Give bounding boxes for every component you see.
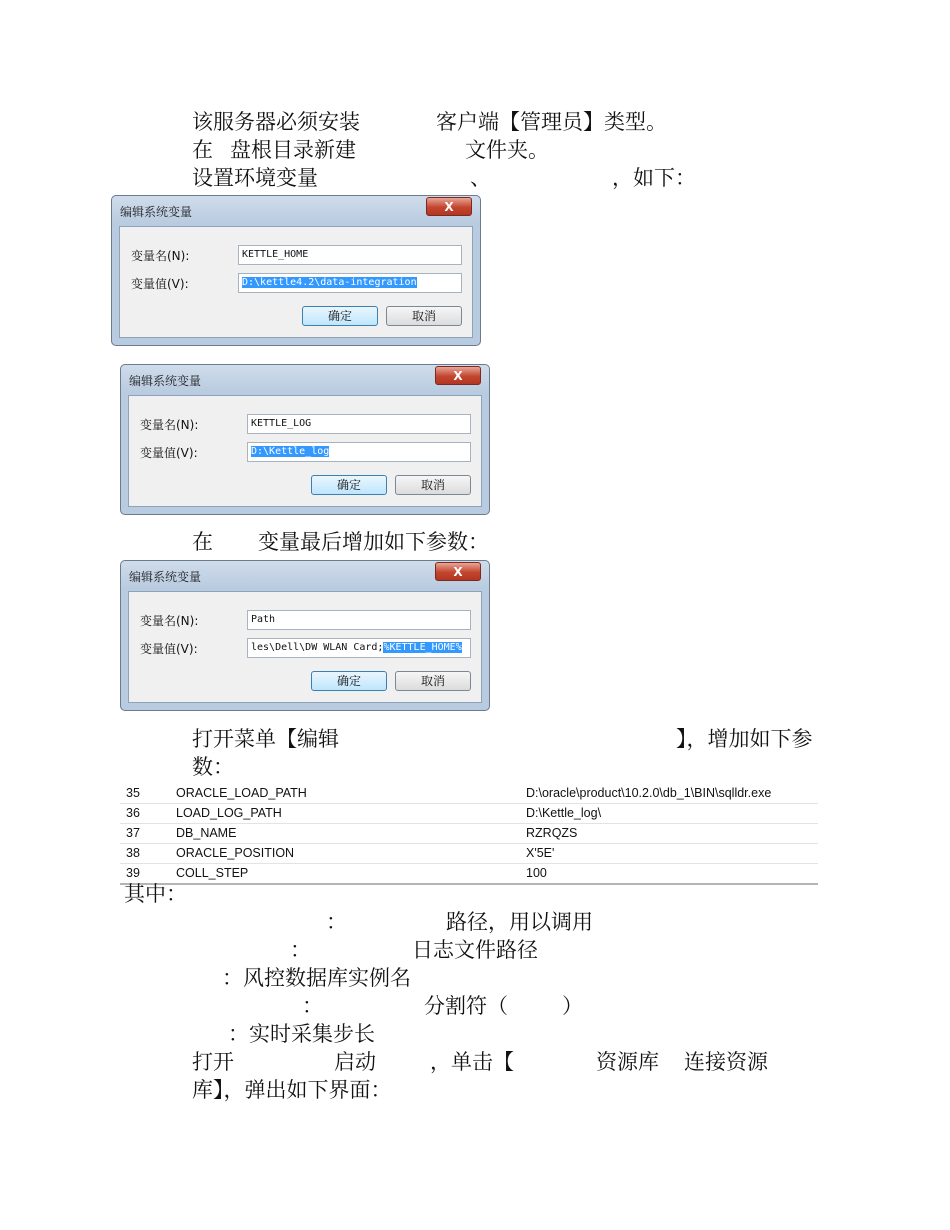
- text-line: ）: [562, 994, 583, 1018]
- edit-variable-dialog: [120, 560, 490, 711]
- cancel-button[interactable]: 取消: [395, 671, 471, 691]
- text-line: ：: [326, 910, 347, 934]
- text-line: 变量最后增加如下参数：: [258, 530, 489, 554]
- row-number: 37: [126, 826, 140, 840]
- text-line: ：实时采集步长: [228, 1022, 375, 1046]
- ok-button[interactable]: 确定: [311, 671, 387, 691]
- variable-value-input[interactable]: [238, 273, 462, 293]
- cancel-button[interactable]: 取消: [395, 475, 471, 495]
- text-line: ：: [290, 938, 311, 962]
- parameter-table: [120, 784, 818, 885]
- dialog-body: [128, 395, 482, 507]
- text-line: 库】，弹出如下界面：: [192, 1078, 392, 1102]
- text-line: 打开菜单【编辑: [192, 727, 339, 751]
- text-line: ，单击【: [430, 1050, 514, 1074]
- variable-value-label: 变量值(V):: [140, 446, 198, 460]
- edit-variable-dialog: [120, 364, 490, 515]
- param-value: X'5E': [526, 846, 555, 860]
- text-line: ：风控数据库实例名: [222, 966, 411, 990]
- variable-name-input[interactable]: KETTLE_HOME: [238, 245, 462, 265]
- dialog-body: [119, 226, 473, 338]
- text-line: 在: [192, 138, 213, 162]
- value-selected-text: D:\kettle4.2\data-integration: [242, 277, 417, 288]
- param-value: D:\Kettle_log\: [526, 806, 602, 820]
- row-number: 36: [126, 806, 140, 820]
- variable-name-label: 变量名(N):: [140, 614, 199, 628]
- variable-name-input[interactable]: KETTLE_LOG: [247, 414, 471, 434]
- table-row[interactable]: [120, 804, 818, 824]
- ok-button[interactable]: 确定: [311, 475, 387, 495]
- text-line: ：: [302, 994, 323, 1018]
- text-line: 该服务器必须安装: [192, 110, 360, 134]
- text-line: ，如下：: [612, 166, 696, 190]
- param-name: COLL_STEP: [176, 866, 249, 880]
- row-number: 38: [126, 846, 140, 860]
- close-button[interactable]: X: [426, 197, 472, 216]
- param-value: RZRQZS: [526, 826, 578, 840]
- text-line: 日志文件路径: [412, 938, 538, 962]
- variable-value-input[interactable]: [247, 638, 471, 658]
- text-line: 其中：: [124, 882, 187, 906]
- text-line: 启动: [334, 1050, 376, 1074]
- param-value: D:\oracle\product\10.2.0\db_1\BIN\sqlldr.exe: [526, 786, 772, 800]
- cancel-button[interactable]: 取消: [386, 306, 462, 326]
- text-line: 路径，用以调用: [446, 910, 593, 934]
- value-selected-text: %KETTLE_HOME%: [383, 642, 462, 653]
- param-name: ORACLE_POSITION: [176, 846, 295, 860]
- dialog-body: [128, 591, 482, 703]
- table-row[interactable]: [120, 864, 818, 885]
- text-line: 、: [470, 166, 491, 190]
- text-line: 盘根目录新建: [230, 138, 356, 162]
- edit-variable-dialog: [111, 195, 481, 346]
- variable-value-input[interactable]: [247, 442, 471, 462]
- variable-name-label: 变量名(N):: [131, 249, 190, 263]
- text-line: 文件夹。: [465, 138, 549, 162]
- value-text: les\Dell\DW WLAN Card;: [251, 642, 384, 653]
- close-button[interactable]: X: [435, 366, 481, 385]
- text-line: 】，增加如下参: [676, 727, 813, 751]
- dialog-title: 编辑系统变量: [129, 570, 202, 584]
- row-number: 39: [126, 866, 140, 880]
- param-name: ORACLE_LOAD_PATH: [176, 786, 307, 800]
- text-line: 连接资源: [684, 1050, 768, 1074]
- text-line: 资源库: [596, 1050, 659, 1074]
- variable-name-input[interactable]: Path: [247, 610, 471, 630]
- text-line: 打开: [192, 1050, 234, 1074]
- variable-name-label: 变量名(N):: [140, 418, 199, 432]
- variable-value-label: 变量值(V):: [131, 277, 189, 291]
- dialog-title: 编辑系统变量: [120, 205, 193, 219]
- text-line: 分割符（: [424, 994, 508, 1018]
- param-value: 100: [526, 866, 547, 880]
- variable-value-label: 变量值(V):: [140, 642, 198, 656]
- param-name: LOAD_LOG_PATH: [176, 806, 282, 820]
- text-line: 数：: [192, 755, 234, 779]
- close-button[interactable]: X: [435, 562, 481, 581]
- table-row[interactable]: [120, 844, 818, 864]
- value-selected-text: D:\Kettle_log: [251, 446, 330, 457]
- param-name: DB_NAME: [176, 826, 237, 840]
- text-line: 在: [192, 530, 213, 554]
- ok-button[interactable]: 确定: [302, 306, 378, 326]
- dialog-title: 编辑系统变量: [129, 374, 202, 388]
- table-row[interactable]: [120, 824, 818, 844]
- table-row[interactable]: [120, 784, 818, 804]
- row-number: 35: [126, 786, 140, 800]
- text-line: 设置环境变量: [192, 166, 318, 190]
- text-line: 客户端【管理员】类型。: [436, 110, 667, 134]
